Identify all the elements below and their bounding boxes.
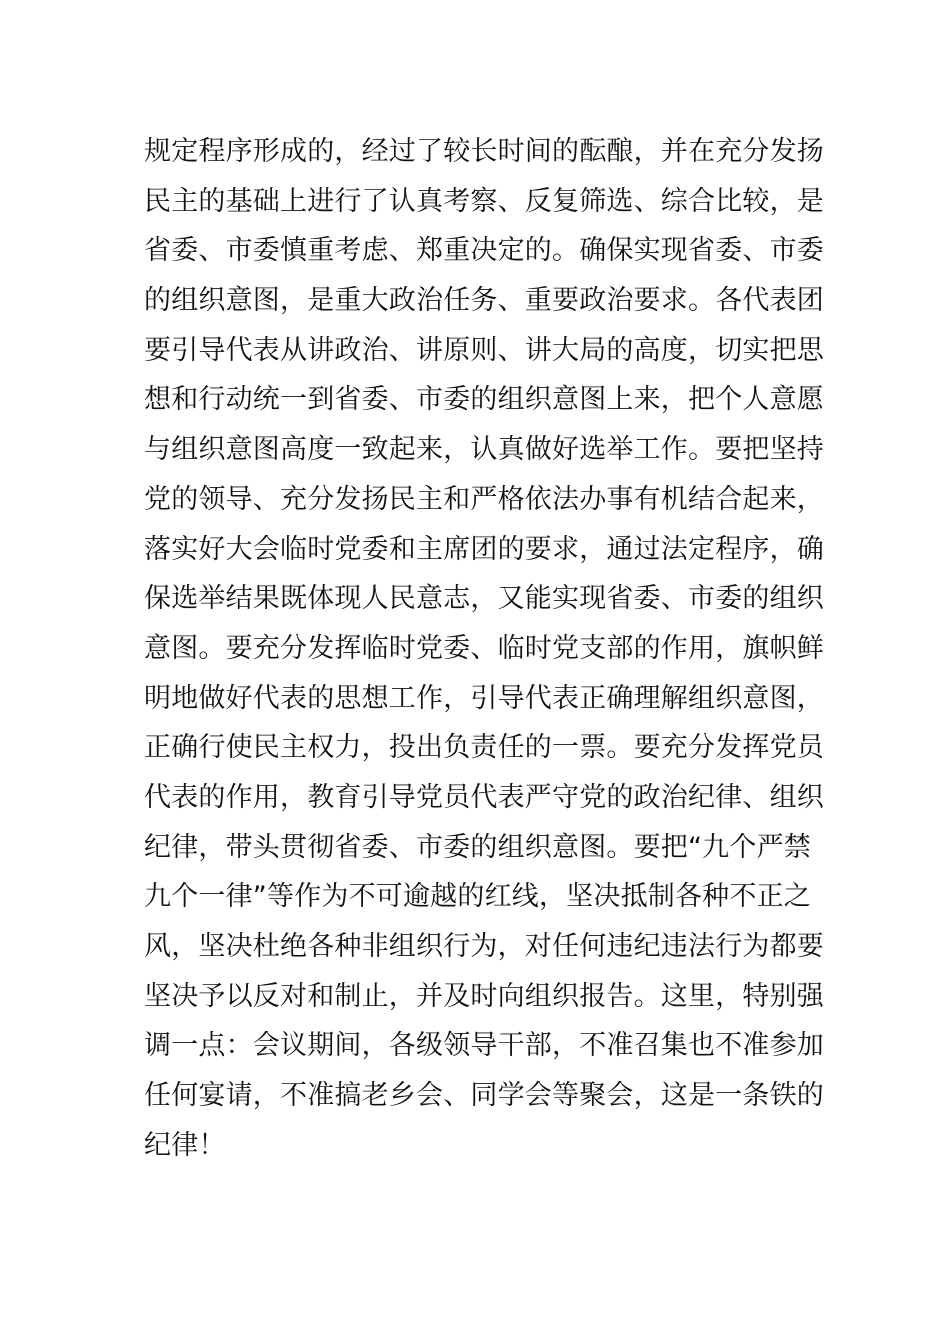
text-line: 意图。要充分发挥临时党委、临时党支部的作用，旗帜鲜 xyxy=(144,632,824,664)
text-line: 规定程序形成的，经过了较长时间的酝酿，并在充分发扬 xyxy=(144,136,824,167)
text-line: 任何宴请，不准搞老乡会、同学会等聚会，这是一条铁的 xyxy=(144,1080,824,1112)
text-line: 坚决予以反对和制止，并及时向组织报告。这里，特别强 xyxy=(144,980,824,1012)
text-line: 九个一律”等作为不可逾越的红线，坚决抵制各种不正之 xyxy=(144,881,811,913)
text-line: 党的领导、充分发扬民主和严格依法办事有机结合起来， xyxy=(144,483,824,515)
text-line: 与组织意图高度一致起来，认真做好选举工作。要把坚持 xyxy=(144,434,824,466)
text-line: 省委、市委慎重考虑、郑重决定的。确保实现省委、市委 xyxy=(144,235,824,267)
text-line: 保选举结果既体现人民意志，又能实现省委、市委的组织 xyxy=(144,583,824,615)
text-line: 要引导代表从讲政治、讲原则、讲大局的高度，切实把思 xyxy=(144,334,824,366)
text-line: 调一点：会议期间，各级领导干部，不准召集也不准参加 xyxy=(144,1030,824,1062)
text-line: 纪律！ xyxy=(144,1129,226,1161)
text-line: 明地做好代表的思想工作，引导代表正确理解组织意图， xyxy=(144,682,824,714)
text-line: 的组织意图，是重大政治任务、重要政治要求。各代表团 xyxy=(144,285,824,317)
text-line: 民主的基础上进行了认真考察、反复筛选、综合比较，是 xyxy=(144,185,824,217)
body-paragraph xyxy=(144,127,824,1170)
text-line: 风，坚决杜绝各种非组织行为，对任何违纪违法行为都要 xyxy=(144,931,824,962)
text-line: 想和行动统一到省委、市委的组织意图上来，把个人意愿 xyxy=(144,384,824,416)
text-line: 正确行使民主权力，投出负责任的一票。要充分发挥党员 xyxy=(144,732,824,764)
text-line: 纪律，带头贯彻省委、市委的组织意图。要把“九个严禁 xyxy=(144,831,811,863)
text-line: 落实好大会临时党委和主席团的要求，通过法定程序，确 xyxy=(144,533,824,565)
text-line: 代表的作用，教育引导党员代表严守党的政治纪律、组织 xyxy=(144,781,824,813)
